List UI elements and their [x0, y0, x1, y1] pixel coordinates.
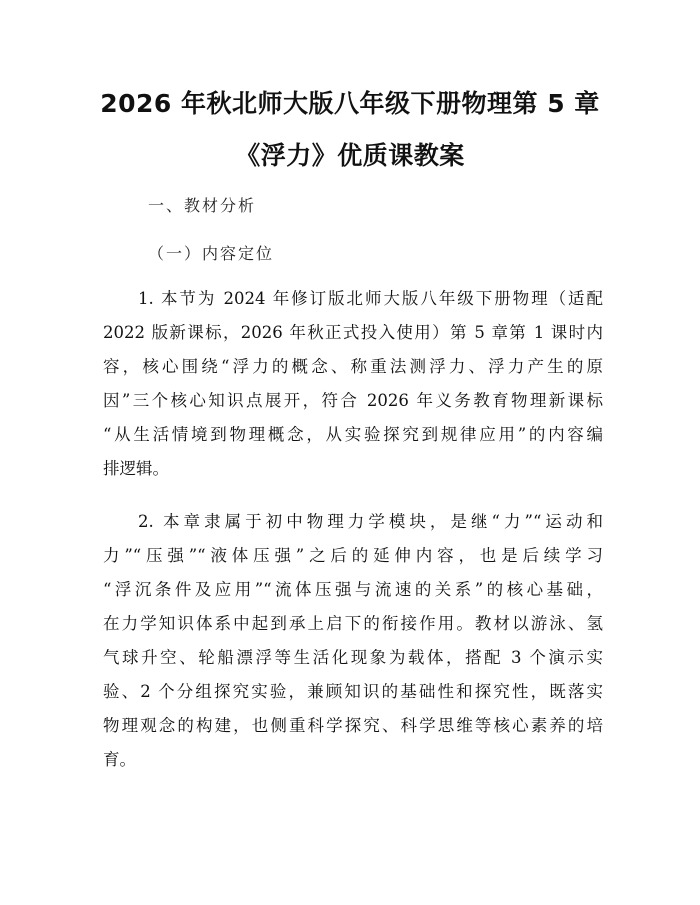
paragraph-1-line: “从生活情境到物理概念，从实验探究到规律应用”的内容编: [103, 425, 603, 444]
paragraph-2-line: 力”“压强”“液体压强”之后的延伸内容，也是后续学习: [103, 546, 603, 565]
paragraph-1-line: 排逻辑。: [103, 459, 169, 478]
document-title-line-2: 《浮力》优质课教案: [235, 141, 465, 170]
paragraph-2-line: 2. 本章隶属于初中物理力学模块，是继“力”“运动和: [138, 512, 603, 531]
document-title-line-1: 2026 年秋北师大版八年级下册物理第 5 章: [100, 89, 600, 118]
paragraph-2-line: 气球升空、轮船漂浮等生活化现象为载体，搭配 3 个演示实: [103, 648, 603, 667]
paragraph-2-line: 在力学知识体系中起到承上启下的衔接作用。教材以游泳、氢: [103, 614, 603, 633]
paragraph-1-line: 2022 版新课标，2026 年秋正式投入使用）第 5 章第 1 课时内: [103, 323, 603, 342]
paragraph-2-line: 物理观念的构建，也侧重科学探究、科学思维等核心素养的培: [103, 716, 603, 735]
paragraph-1-line: 1. 本节为 2024 年修订版北师大版八年级下册物理（适配: [138, 289, 603, 308]
section-heading-teaching-material-analysis: 一、教材分析: [148, 196, 257, 215]
paragraph-1-line: 因”三个核心知识点展开，符合 2026 年义务教育物理新课标: [103, 391, 603, 410]
paragraph-2-line: 育。: [103, 750, 136, 769]
subsection-heading-content-positioning: （一）内容定位: [148, 244, 275, 263]
paragraph-2-line: 验、2 个分组探究实验，兼顾知识的基础性和探究性，既落实: [103, 682, 603, 701]
paragraph-1-line: 容，核心围绕“浮力的概念、称重法测浮力、浮力产生的原: [103, 357, 603, 376]
paragraph-2-line: “浮沉条件及应用”“流体压强与流速的关系”的核心基础，: [103, 580, 603, 599]
